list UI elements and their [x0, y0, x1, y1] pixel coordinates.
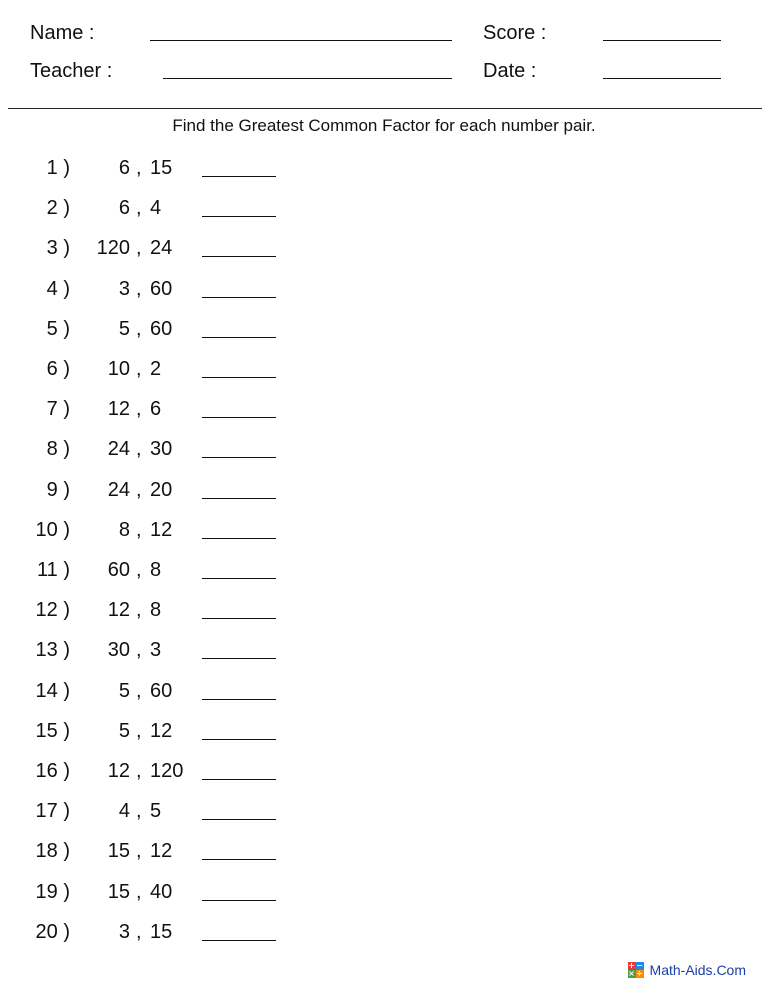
answer-blank[interactable]: [202, 176, 276, 177]
answer-blank[interactable]: [202, 618, 276, 619]
problem-number: 15 ): [35, 719, 70, 742]
comma-separator: ,: [136, 518, 142, 541]
answer-blank[interactable]: [202, 658, 276, 659]
problem-row: [0, 236, 300, 260]
problem-row: [0, 799, 300, 823]
first-number: 5: [118, 679, 130, 702]
problem-row: [0, 277, 300, 301]
score-field[interactable]: [603, 40, 721, 41]
instructions: Find the Greatest Common Factor for each number pair.: [172, 116, 596, 135]
answer-blank[interactable]: [202, 377, 276, 378]
answer-blank[interactable]: [202, 900, 276, 901]
first-number: 12: [107, 398, 130, 421]
second-number: 120: [150, 760, 184, 782]
answer-blank[interactable]: [202, 457, 276, 458]
problem-number: 1 ): [46, 157, 70, 179]
comma-separator: ,: [136, 559, 142, 581]
comma-separator: ,: [136, 920, 142, 943]
second-number: 6: [150, 398, 162, 421]
second-number: 8: [150, 559, 162, 581]
comma-separator: ,: [136, 719, 142, 742]
first-number: 30: [107, 639, 130, 662]
first-number: 4: [118, 800, 130, 823]
first-number: 120: [96, 237, 130, 260]
second-number: 60: [150, 277, 173, 300]
answer-blank[interactable]: [202, 256, 276, 257]
problem-row: [0, 759, 300, 783]
score-label: Score :: [483, 22, 547, 44]
name-label: Name :: [30, 22, 95, 44]
second-number: 12: [150, 518, 173, 541]
header-divider: [8, 108, 762, 109]
date-field[interactable]: [603, 78, 721, 79]
second-number: 8: [150, 599, 162, 622]
comma-separator: ,: [136, 679, 142, 702]
problem-row: [0, 679, 300, 703]
problem-number: 6 ): [46, 358, 70, 380]
comma-separator: ,: [136, 237, 142, 260]
first-number: 10: [107, 358, 130, 380]
problem-row: [0, 156, 300, 180]
first-number: 60: [107, 559, 130, 581]
comma-separator: ,: [136, 197, 142, 220]
problem-row: [0, 397, 300, 421]
second-number: 2: [150, 358, 162, 380]
second-number: 3: [150, 639, 162, 662]
problem-row: [0, 638, 300, 662]
comma-separator: ,: [136, 760, 142, 782]
problem-number: 3 ): [46, 237, 70, 260]
first-number: 3: [118, 277, 130, 300]
problem-number: 5 ): [46, 317, 70, 340]
problem-number: 12 ): [35, 599, 70, 622]
problem-row: [0, 437, 300, 461]
answer-blank[interactable]: [202, 739, 276, 740]
logo-cell: +: [628, 961, 635, 970]
second-number: 15: [150, 157, 173, 179]
problem-number: 2 ): [46, 197, 70, 220]
second-number: 60: [150, 679, 173, 702]
second-number: 15: [150, 920, 173, 943]
comma-separator: ,: [136, 840, 142, 863]
problem-row: [0, 478, 300, 502]
logo-cell: ÷: [636, 969, 643, 978]
comma-separator: ,: [136, 639, 142, 662]
first-number: 24: [107, 438, 130, 461]
answer-blank[interactable]: [202, 819, 276, 820]
teacher-field[interactable]: [163, 78, 452, 79]
second-number: 12: [150, 719, 173, 742]
second-number: 24: [150, 237, 173, 260]
second-number: 4: [150, 197, 162, 220]
date-label: Date :: [483, 60, 537, 82]
first-number: 6: [118, 157, 130, 179]
answer-blank[interactable]: [202, 498, 276, 499]
answer-blank[interactable]: [202, 779, 276, 780]
problem-row: [0, 196, 300, 220]
comma-separator: ,: [136, 599, 142, 622]
problem-number: 9 ): [46, 478, 70, 501]
problem-number: 20 ): [35, 920, 70, 943]
comma-separator: ,: [136, 438, 142, 461]
problem-number: 4 ): [46, 277, 70, 300]
second-number: 20: [150, 478, 173, 501]
first-number: 3: [118, 920, 130, 943]
first-number: 6: [118, 197, 130, 220]
second-number: 40: [150, 880, 173, 903]
problem-number: 10 ): [35, 518, 70, 541]
second-number: 30: [150, 438, 173, 461]
teacher-label: Teacher :: [30, 60, 113, 82]
first-number: 5: [118, 719, 130, 742]
answer-blank[interactable]: [202, 699, 276, 700]
comma-separator: ,: [136, 317, 142, 340]
answer-blank[interactable]: [202, 216, 276, 217]
answer-blank[interactable]: [202, 940, 276, 941]
problem-number: 14 ): [35, 679, 70, 702]
answer-blank[interactable]: [202, 297, 276, 298]
second-number: 5: [150, 800, 162, 823]
problem-number: 18 ): [35, 840, 70, 863]
problem-row: [0, 880, 300, 904]
first-number: 12: [107, 599, 130, 622]
first-number: 5: [118, 317, 130, 340]
first-number: 24: [107, 478, 130, 501]
math-operations-icon: [628, 962, 644, 978]
comma-separator: ,: [136, 277, 142, 300]
first-number: 12: [107, 760, 130, 782]
first-number: 8: [118, 518, 130, 541]
answer-blank[interactable]: [202, 578, 276, 579]
problem-row: [0, 518, 300, 542]
comma-separator: ,: [136, 478, 142, 501]
first-number: 15: [107, 840, 130, 863]
footer-brand: [628, 962, 746, 978]
problem-row: [0, 719, 300, 743]
comma-separator: ,: [136, 800, 142, 823]
logo-cell: −: [636, 961, 643, 970]
problem-number: 16 ): [35, 760, 70, 782]
brand-name: Math-Aids.Com: [649, 962, 746, 978]
problem-row: [0, 839, 300, 863]
problem-row: [0, 357, 300, 381]
comma-separator: ,: [136, 157, 142, 179]
comma-separator: ,: [136, 358, 142, 380]
second-number: 12: [150, 840, 173, 863]
answer-blank[interactable]: [202, 337, 276, 338]
problem-row: [0, 558, 300, 582]
problem-number: 13 ): [35, 639, 70, 662]
first-number: 15: [107, 880, 130, 903]
problem-row: [0, 598, 300, 622]
problem-number: 19 ): [35, 880, 70, 903]
problem-number: 8 ): [46, 438, 70, 461]
comma-separator: ,: [136, 398, 142, 421]
problem-row: [0, 920, 300, 944]
second-number: 60: [150, 317, 173, 340]
problem-row: [0, 317, 300, 341]
answer-blank[interactable]: [202, 538, 276, 539]
problem-number: 17 ): [35, 800, 70, 823]
answer-blank[interactable]: [202, 417, 276, 418]
problem-number: 11 ): [37, 559, 70, 581]
name-field[interactable]: [150, 40, 452, 41]
logo-cell: ×: [628, 969, 635, 978]
comma-separator: ,: [136, 880, 142, 903]
answer-blank[interactable]: [202, 859, 276, 860]
problem-number: 7 ): [46, 398, 70, 421]
